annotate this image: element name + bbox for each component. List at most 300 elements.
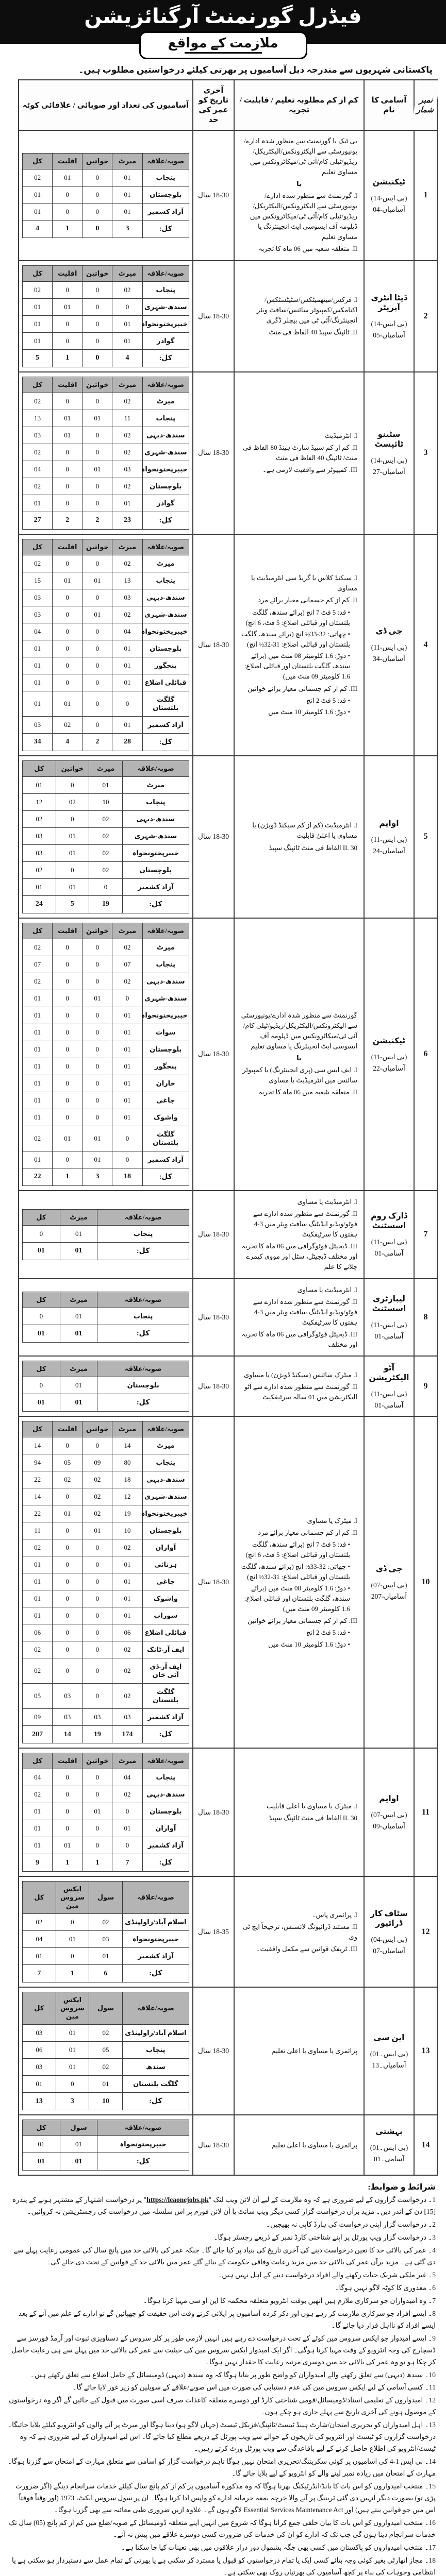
quota-cell [19, 1876, 193, 1987]
quota-row [23, 1965, 189, 1982]
quota-column-header: میرٹ [112, 377, 142, 393]
qualification-line: I. انٹرمیڈیٹ یا مساوی [297, 1197, 357, 1206]
quota-value: 01 [53, 1126, 82, 1151]
term-item: 16۔ منتخب امیدواروں کو اس بات کا بیان حلفی جمع کرانا ہوگا کہ شروع میں انہیں اپنے متعلقہ ڈومیسائل کے صوبہ/ضلع میں کم از کم پانچ (05) سال تک خدمات سرانجام دینا ہوں گی جب تک کہ ادارے کو ان کی خدمات کی ضرورت کسی دوسرے علاقے میں پیش نہ آئے۔ [9, 2518, 436, 2538]
post-grade: (بی ایس-14) [371, 456, 407, 465]
post-grade: (بی ایس-14) [371, 194, 407, 202]
post-grade: (بی ایس-11) [371, 1389, 407, 1398]
quota-region: کل: [142, 220, 189, 238]
quota-value: 0 [112, 691, 142, 716]
qualification-line: III. کمپیوٹر سے واقفیت لازمی ہے۔ [262, 466, 357, 474]
qualification-line: II. گورنمنٹ سے منظور شدہ ادارے سے آٹو الیکٹریشن میں 01 سالہ سرٹیفکیٹ [244, 1383, 357, 1401]
column-header-qualification: کم از کم مطلوبہ تعلیم / قابلیت / تجربہ [234, 80, 364, 130]
quota-value: 0 [112, 1803, 142, 1820]
quota-value: 0 [53, 1488, 82, 1505]
quota-region: چاغی [142, 1092, 189, 1109]
quota-value: 03 [53, 1684, 82, 1709]
age-limit: 18-35 سال [193, 1876, 234, 1987]
serial-number: 11 [414, 1748, 437, 1876]
quota-value: 13 [23, 2093, 56, 2110]
quota-value: 0 [82, 1607, 112, 1624]
post-name-cell [364, 918, 414, 1191]
quota-row [23, 793, 189, 810]
post-title: ڈیٹا انٹری آپریٹر [371, 293, 407, 312]
quota-column-header: کل [23, 1292, 60, 1308]
quota-column-header: میرٹ [60, 1361, 97, 1377]
quota-value: 24 [23, 895, 56, 913]
quota-table [22, 1421, 189, 1743]
quota-value: 01 [60, 1325, 97, 1343]
quota-value: 01 [112, 315, 142, 332]
quota-row [23, 623, 189, 640]
quota-column-header: صوبہ/علاقہ [142, 265, 189, 281]
quota-value: 01 [112, 1041, 142, 1058]
quota-value: 10 [89, 2093, 123, 2110]
quota-region: چاغی [142, 1573, 189, 1590]
quota-value: 01 [53, 427, 82, 444]
quota-row [23, 640, 189, 657]
quota-column-header: کل [23, 1753, 53, 1769]
quota-value: 02 [112, 1658, 142, 1684]
quota-region: کل: [142, 512, 189, 529]
quota-value: 1 [82, 1854, 112, 1872]
quota-value: 02 [89, 810, 123, 827]
quota-value: 02 [112, 281, 142, 298]
quota-value: 07 [23, 956, 53, 973]
quota-value: 0 [82, 691, 112, 716]
quota-value: 01 [89, 776, 123, 793]
quota-value: 22 [23, 1505, 53, 1522]
quota-row [23, 1539, 189, 1556]
quota-value: 02 [89, 827, 123, 844]
post-count: آسامیاں-04 [373, 205, 405, 213]
quota-column-header: صوبہ/علاقہ [122, 1992, 189, 2025]
post-grade: (بی ایس-14) [371, 319, 407, 328]
quota-column-header: اقلیت [53, 923, 82, 939]
quota-value: 06 [23, 2042, 56, 2059]
job-row [19, 1748, 437, 1876]
quota-row [23, 939, 189, 956]
quota-row [23, 1607, 189, 1624]
quota-value: 01 [112, 1590, 142, 1607]
post-title: آٹو الیکٹریشن [369, 1363, 409, 1382]
post-title: اوایم [379, 819, 399, 828]
quota-value: 11 [23, 1522, 53, 1539]
quota-value: 12 [23, 793, 56, 810]
quota-cell [19, 130, 193, 261]
quota-value: 02 [23, 281, 53, 298]
quota-row [23, 776, 189, 793]
quota-row [23, 1709, 189, 1726]
quota-value: 4 [23, 220, 53, 238]
quota-value: 03 [23, 606, 53, 623]
quota-value: 6 [89, 1965, 123, 1982]
quota-region: خیبرپختونخواہ [142, 1007, 189, 1024]
quota-value: 02 [23, 1914, 56, 1931]
quota-table [22, 2120, 189, 2171]
quota-region: بلوچستان [122, 861, 189, 878]
quota-value: 0 [23, 1308, 60, 1325]
quota-row [23, 1803, 189, 1820]
serial-number: 2 [414, 261, 437, 372]
qualification-line: • دوڑ: 1.6 کلومیٹر 10 منٹ میں [268, 1640, 350, 1648]
quota-value: 14 [23, 1488, 53, 1505]
quota-row [23, 169, 189, 186]
quota-region: آواران [142, 1539, 189, 1556]
quota-value: 0 [82, 281, 112, 298]
quota-region: پنجاب [142, 572, 189, 589]
quota-value: 03 [112, 1709, 142, 1726]
quota-value: 0 [53, 1641, 82, 1658]
quota-value: 02 [23, 1126, 53, 1151]
quota-value: 18 [112, 1168, 142, 1185]
quota-value: 02 [112, 606, 142, 623]
post-name-cell [364, 1748, 414, 1876]
quota-cell [19, 2115, 193, 2175]
quota-region: خیبرپختونخواہ [97, 2136, 189, 2153]
quota-row [23, 1325, 189, 1343]
qualification-line: I. انٹرمیڈیٹ یا مساوی [297, 1285, 357, 1294]
quota-value: 01 [112, 1007, 142, 1024]
qualification-line: I. میٹرک یا مساوی [307, 1517, 357, 1525]
quota-value: 0 [82, 332, 112, 349]
quota-row [23, 895, 189, 913]
quota-region: خیبرپختونخواہ [142, 315, 189, 332]
serial-number: 7 [414, 1191, 437, 1279]
quota-region: اسلام آباد/راولپنڈی [122, 1914, 189, 1931]
job-row [19, 1876, 437, 1987]
quota-value: 0 [53, 1522, 82, 1539]
quota-column-header: صوبہ/علاقہ [142, 539, 189, 555]
quota-value: 01 [23, 1325, 60, 1343]
quota-row [23, 1488, 189, 1505]
quota-value: 0 [82, 1769, 112, 1786]
quota-row [23, 956, 189, 973]
quota-row [23, 973, 189, 990]
quota-value: 02 [53, 1471, 82, 1488]
quota-value: 0 [53, 1437, 82, 1454]
qualification-cell [234, 261, 364, 372]
quota-value: 34 [23, 733, 53, 751]
quota-value: 0 [82, 393, 112, 410]
post-title: سٹینو ٹائپسٹ [374, 430, 404, 449]
quota-row [23, 861, 189, 878]
quota-value: 02 [112, 427, 142, 444]
job-row [19, 1279, 437, 1357]
quota-value: 01 [23, 186, 53, 203]
quota-region: سوراب [142, 1607, 189, 1624]
quota-column-header: کل [23, 1421, 53, 1437]
quota-value: 01 [23, 1024, 53, 1041]
apply-link[interactable]: https://leaonejobs.pk [146, 2196, 209, 2204]
serial-number: 3 [414, 372, 437, 534]
quota-region: ہرنائی [142, 1556, 189, 1573]
quota-value: 2 [53, 512, 82, 529]
qualification-line: III. ٹریفک قوانین سے مکمل واقفیت۔ [256, 1945, 357, 1953]
quota-row [23, 478, 189, 495]
post-name-cell [364, 261, 414, 372]
quota-table [22, 1292, 189, 1343]
quota-region: آزاد کشمیر [142, 203, 189, 220]
quota-value: 01 [23, 1394, 60, 1412]
quota-column-header: صوبہ/علاقہ [122, 760, 189, 776]
quota-row [23, 1225, 189, 1242]
quota-row [23, 1522, 189, 1539]
qualification-line: I. انٹرمیڈیٹ (کم از کم سیکنڈ ڈویژن) یا مساوی یا اعلیٰ قابلیت [252, 821, 357, 840]
quota-row [23, 589, 189, 606]
quota-value: 0 [112, 1126, 142, 1151]
quota-region: آزاد کشمیر [122, 878, 189, 895]
quota-value: 0 [53, 657, 82, 674]
post-count: آسامیاں-24 [373, 846, 405, 855]
quota-value: 01 [53, 691, 82, 716]
quota-value: 13 [23, 410, 53, 427]
quota-column-header: خواتین [82, 153, 112, 169]
post-count: آسامی-01 [374, 1401, 404, 1409]
quota-value: 0 [23, 1377, 60, 1394]
quota-region: ایف آر-ٹانک [142, 1641, 189, 1658]
quota-value: 04 [23, 1931, 56, 1948]
qualification-line: III. کم از کم جسمانی معیار برائے خواتین [247, 684, 357, 692]
quota-row [23, 1590, 189, 1607]
quota-column-header: کل [23, 153, 53, 169]
quota-value: 0 [82, 1075, 112, 1092]
quota-region: میرٹ [142, 555, 189, 572]
quota-value: 0 [82, 1590, 112, 1607]
quota-region: خاران [142, 1075, 189, 1092]
qualification-line: I. ایف ایس سی (پری انجینئرنگ) یا کمپیوٹر سائنس میں انٹرمیڈیٹ یا مساوی [242, 1065, 357, 1084]
quota-value: 01 [23, 1109, 53, 1126]
job-row [19, 130, 437, 261]
quota-value: 01 [23, 657, 53, 674]
qualification-line: I. سیکنڈ کلاس یا گریڈ سی انٹرمیڈیٹ یا مساوی [251, 574, 357, 592]
quota-value: 0 [82, 1092, 112, 1109]
quota-value: 5 [56, 895, 89, 913]
quota-row [23, 606, 189, 623]
quota-region: سندھ-دیہی [142, 427, 189, 444]
quota-value: 02 [112, 1539, 142, 1556]
quota-region: آزاد کشمیر [142, 716, 189, 733]
age-limit: 18-30 سال [193, 372, 234, 534]
post-count: آسامی-01 [374, 1249, 404, 1258]
qualification-line: یا [296, 179, 302, 188]
quota-column-header: میرٹ [112, 539, 142, 555]
quota-value: 0 [82, 1007, 112, 1024]
quota-row [23, 1948, 189, 1965]
quota-value: 0 [82, 1539, 112, 1556]
quota-value: 02 [89, 844, 123, 861]
quota-row [23, 1854, 189, 1872]
quota-value: 0 [82, 939, 112, 956]
quota-region: کل: [97, 1325, 189, 1343]
qualification-line: II. 30 الفاظ فی منٹ ٹائپنگ سپیڈ [269, 843, 357, 852]
quota-value: 0 [82, 640, 112, 657]
quota-value: 01 [89, 1948, 123, 1965]
term-item: 6۔ معذوری کا کوٹہ لاگو نہیں ہوگا۔ [335, 2283, 436, 2292]
quota-value: 02 [82, 1505, 112, 1522]
quota-value: 0 [53, 1769, 82, 1786]
quota-column-header: اقلیت [53, 1753, 82, 1769]
post-name-cell [364, 130, 414, 261]
quota-region: پنجاب [97, 1308, 189, 1325]
quota-region: گلگت بلتستان [142, 691, 189, 716]
quota-value: 04 [112, 1769, 142, 1786]
quota-column-header: صوبہ/علاقہ [142, 923, 189, 939]
quota-value: 0 [82, 623, 112, 640]
quota-value: 0 [53, 1092, 82, 1109]
job-row [19, 1987, 437, 2115]
quota-value: 19 [89, 895, 123, 913]
terms-list [7, 2194, 436, 2576]
quota-column-header: میرٹ [112, 153, 142, 169]
quota-value: 0 [53, 444, 82, 461]
quota-column-header: اقلیت [53, 265, 82, 281]
quota-value: 04 [23, 461, 53, 478]
quota-region: سوات [142, 1024, 189, 1041]
quota-value: 01 [56, 827, 89, 844]
quota-value: 01 [23, 1556, 53, 1573]
quota-value: 03 [23, 589, 53, 606]
quota-value: 01 [82, 1151, 112, 1168]
quota-column-header: میرٹ [60, 1209, 97, 1225]
quota-value: 01 [112, 186, 142, 203]
quota-row [23, 315, 189, 332]
quota-region: پنجاب [142, 410, 189, 427]
quota-row [23, 461, 189, 478]
quota-column-header: خواتین [82, 1421, 112, 1437]
quota-column-header: خواتین [82, 539, 112, 555]
quota-region: میرٹ [142, 1437, 189, 1454]
quota-row [23, 2076, 189, 2093]
quota-value: 10 [112, 1522, 142, 1539]
quota-value: 03 [23, 2059, 56, 2076]
quota-row [23, 2136, 189, 2153]
quota-value: 14 [53, 1726, 82, 1743]
quota-value: 01 [23, 2076, 56, 2093]
quota-region: آزاد کشمیر [122, 1948, 189, 1965]
jobs-badge-label: ملازمت کے مواقع [168, 36, 278, 50]
quota-region: بلوچستان [142, 1522, 189, 1539]
quota-column-header: صوبہ/علاقہ [142, 1421, 189, 1437]
post-count: آسامیاں۔13 [372, 2061, 406, 2069]
quota-column-header: خواتین [56, 760, 89, 776]
quota-row [23, 1471, 189, 1488]
quota-row [23, 1007, 189, 1024]
age-limit: 18-30 سال [193, 918, 234, 1191]
quota-value: 0 [82, 1437, 112, 1454]
quota-value: 7 [23, 1965, 56, 1982]
quota-column-header: کل [23, 1209, 60, 1225]
quota-region: آزاد کشمیر [142, 1151, 189, 1168]
serial-number: 10 [414, 1416, 437, 1748]
quota-value: 28 [112, 733, 142, 751]
qualification-line: I. پرائمری پاس۔ [311, 1910, 357, 1919]
quota-row [23, 1437, 189, 1454]
quota-column-header: کل [23, 2120, 60, 2136]
quota-table [22, 377, 189, 530]
quota-value: 01 [23, 203, 53, 220]
quota-row [23, 281, 189, 298]
quota-value: 207 [23, 1726, 53, 1743]
quota-column-header: خواتین [82, 1753, 112, 1769]
quota-row [23, 2153, 189, 2171]
quota-value: 02 [23, 861, 56, 878]
quota-region: میرٹ [122, 776, 189, 793]
quota-column-header: صوبہ/علاقہ [142, 1753, 189, 1769]
quota-value: 4 [53, 733, 82, 751]
serial-number: 6 [414, 918, 437, 1191]
quota-value: 01 [23, 1151, 53, 1168]
qualification-line: II. مستند ڈرائیونگ لائسنس، ترجیحاً ایچ ٹی وی۔ [242, 1922, 357, 1941]
qualification-cell [234, 1356, 364, 1416]
quota-region: پنجاب [122, 793, 189, 810]
quota-value: 01 [56, 844, 89, 861]
column-header-quota: آسامیوں کی تعداد اور صوبائی / علاقائی کوٹہ [19, 80, 193, 130]
quota-value: 01 [60, 1308, 97, 1325]
quota-value: 0 [82, 349, 112, 367]
quota-value: 94 [23, 1454, 53, 1471]
job-row [19, 1356, 437, 1416]
quota-value: 01 [23, 1573, 53, 1590]
quota-region: بلوچستان [142, 478, 189, 495]
term-item: 4۔ عمر کی بالائی حد کا تعین درخواست دینے کی آخری تاریخ کی بنیاد پر کیا جائے گا۔ جبکہ عمر کی بالائی حد میں پانچ سال کی عمومی رعایت پہلے سے دی گئی ہے۔ مزید برآں عمر کی بالائی حد میں مزید رعایت وفاقی حکومت کے بنائے گئے عمر میں بالائی حد کے قوانین کے تحت دی جائے گی۔ [13, 2246, 436, 2266]
quota-row [23, 691, 189, 716]
quota-row [23, 1151, 189, 1168]
quota-cell [19, 1416, 193, 1748]
quota-cell [19, 1279, 193, 1357]
quota-value: 02 [23, 478, 53, 495]
quota-value: 01 [23, 1803, 53, 1820]
quota-value: 01 [112, 1109, 142, 1126]
quota-column-header: میرٹ [112, 265, 142, 281]
quota-row [23, 1914, 189, 1931]
quota-region: بلوچستان [142, 1803, 189, 1820]
quota-value: 01 [82, 410, 112, 427]
quota-value: 0 [53, 623, 82, 640]
quota-value: 06 [112, 1624, 142, 1641]
post-name-cell [364, 372, 414, 534]
quota-region: سندھ-دیہی [122, 810, 189, 827]
quota-value: 0 [53, 1058, 82, 1075]
quota-row [23, 1786, 189, 1803]
quota-value: 02 [82, 1471, 112, 1488]
quota-value: 01 [60, 2136, 97, 2153]
job-row [19, 372, 437, 534]
post-count: آسامیاں-07 [373, 1946, 405, 1955]
quota-value: 01 [23, 640, 53, 657]
quota-row [23, 444, 189, 461]
jobs-table-body [19, 130, 437, 2175]
post-name-cell [364, 1191, 414, 1279]
quota-value: 01 [53, 1505, 82, 1522]
quota-value: 02 [23, 1539, 53, 1556]
quota-cell [19, 1748, 193, 1876]
post-count: آسامیاں-05 [373, 331, 405, 339]
quota-column-header: اقلیت [53, 539, 82, 555]
quota-value: 01 [112, 1820, 142, 1837]
quota-row [23, 220, 189, 238]
qualification-cell [234, 1191, 364, 1279]
quota-value: 0 [53, 478, 82, 495]
qualification-line: • چھاتی: 32-33½ انچ (برائے سندھ، گلگت بلتستان اور قبائلی اضلاع: 31-32½ انچ) [241, 1562, 350, 1581]
quota-value: 0 [82, 1573, 112, 1590]
quota-value: 0 [53, 461, 82, 478]
jobs-badge [139, 31, 307, 59]
quota-value: 01 [23, 2136, 60, 2153]
post-name-cell [364, 1416, 414, 1748]
quota-region: کل: [122, 2093, 189, 2110]
quota-value: 01 [23, 495, 53, 512]
